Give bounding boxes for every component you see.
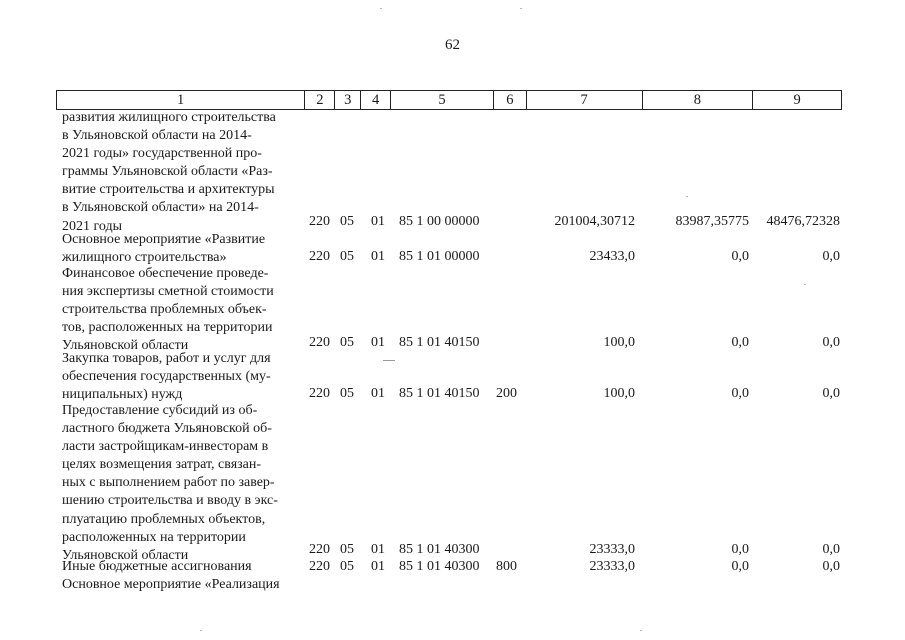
header-col-5: 5 xyxy=(391,91,494,109)
scan-speck xyxy=(640,630,642,631)
description-line: витие строительства и архитектуры xyxy=(62,182,275,198)
header-col-2: 2 xyxy=(305,91,335,109)
cell-col-3: 05 xyxy=(340,335,354,350)
description-line: Иные бюджетные ассигнования xyxy=(62,559,252,574)
cell-col-2: 220 xyxy=(309,559,330,574)
header-col-7: 7 xyxy=(527,91,643,109)
description-line: в Ульяновской области» на 2014- xyxy=(62,200,259,216)
description-line: Ульяновской области xyxy=(62,338,189,354)
description-line: ных с выполнением работ по завер- xyxy=(62,475,275,491)
cell-col-7: 201004,30712 xyxy=(554,214,635,229)
row-description xyxy=(62,558,298,576)
cell-col-8: 0,0 xyxy=(731,386,749,401)
row-description xyxy=(62,231,298,267)
cell-col-7: 100,0 xyxy=(603,386,635,401)
cell-col-3: 05 xyxy=(340,214,354,229)
cell-col-3: 05 xyxy=(340,386,354,401)
description-line: строительства проблемных объек- xyxy=(62,302,267,318)
scan-mark xyxy=(383,360,395,361)
cell-col-3: 05 xyxy=(340,559,354,574)
cell-col-5: 85 1 01 00000 xyxy=(399,249,480,264)
description-line: целях возмещения затрат, связан- xyxy=(62,457,262,473)
cell-col-9: 48476,72328 xyxy=(766,214,840,229)
cell-col-9: 0,0 xyxy=(822,542,840,557)
description-line: плуатацию проблемных объектов, xyxy=(62,511,266,527)
row-description xyxy=(62,576,298,594)
cell-col-7: 100,0 xyxy=(603,335,635,350)
row-description xyxy=(62,265,298,355)
cell-col-3: 05 xyxy=(340,249,354,264)
description-line: расположенных на территории xyxy=(62,529,246,545)
row-description xyxy=(62,350,298,404)
description-line: граммы Ульяновской области «Раз- xyxy=(62,164,273,180)
header-col-8: 8 xyxy=(643,91,754,109)
scan-speck xyxy=(686,196,688,197)
cell-col-9: 0,0 xyxy=(822,249,840,264)
cell-col-4: 01 xyxy=(371,542,385,557)
page-number: 62 xyxy=(445,37,460,53)
description-line: 2021 годы xyxy=(62,218,123,234)
row-description xyxy=(62,402,298,565)
description-line: Закупка товаров, работ и услуг для xyxy=(62,351,271,366)
description-line: ниципальных) нужд xyxy=(62,387,183,403)
description-line: ния экспертизы сметной стоимости xyxy=(62,284,274,300)
description-line: Предоставление субсидий из об- xyxy=(62,403,258,418)
description-line: Основное мероприятие «Реализация xyxy=(62,577,280,592)
cell-col-9: 0,0 xyxy=(822,335,840,350)
description-line: обеспечения государственных (му- xyxy=(62,369,271,385)
header-col-3: 3 xyxy=(335,91,361,109)
scan-speck xyxy=(520,8,522,9)
cell-col-2: 220 xyxy=(309,542,330,557)
cell-col-5: 85 1 01 40150 xyxy=(399,386,480,401)
description-line: тов, расположенных на территории xyxy=(62,320,273,336)
cell-col-8: 0,0 xyxy=(731,249,749,264)
cell-col-7: 23433,0 xyxy=(589,249,635,264)
header-col-1: 1 xyxy=(57,91,305,109)
cell-col-4: 01 xyxy=(371,559,385,574)
cell-col-9: 0,0 xyxy=(822,386,840,401)
cell-col-4: 01 xyxy=(371,335,385,350)
header-col-9: 9 xyxy=(793,92,801,108)
description-line: 2021 годы» государственной про- xyxy=(62,146,262,162)
description-line: жилищного строительства» xyxy=(62,250,227,266)
cell-col-9: 0,0 xyxy=(822,559,840,574)
row-description xyxy=(62,109,298,236)
description-line: Основное мероприятие «Развитие xyxy=(62,232,266,247)
cell-col-6: 200 xyxy=(496,386,517,401)
description-line: Ульяновской области xyxy=(62,547,189,563)
scan-speck xyxy=(380,8,382,9)
cell-col-7: 23333,0 xyxy=(589,542,635,557)
cell-col-4: 01 xyxy=(371,249,385,264)
table-header-row xyxy=(56,90,842,110)
cell-col-5: 85 1 01 40300 xyxy=(399,542,480,557)
cell-col-5: 85 1 01 40300 xyxy=(399,559,480,574)
description-line: ластного бюджета Ульяновской об- xyxy=(62,421,272,437)
description-line: шению строительства и вводу в экс- xyxy=(62,493,278,509)
scan-speck xyxy=(200,630,202,631)
cell-col-4: 01 xyxy=(371,214,385,229)
description-line: ласти застройщикам-инвесторам в xyxy=(62,439,269,455)
cell-col-2: 220 xyxy=(309,386,330,401)
cell-col-2: 220 xyxy=(309,214,330,229)
description-line: в Ульяновской области на 2014- xyxy=(62,128,252,144)
cell-col-2: 220 xyxy=(309,249,330,264)
scan-speck xyxy=(804,284,806,285)
cell-col-6: 800 xyxy=(496,559,517,574)
cell-col-3: 05 xyxy=(340,542,354,557)
cell-col-5: 85 1 00 00000 xyxy=(399,214,480,229)
cell-col-8: 0,0 xyxy=(731,335,749,350)
cell-col-7: 23333,0 xyxy=(589,559,635,574)
cell-col-8: 83987,35775 xyxy=(675,214,749,229)
cell-col-2: 220 xyxy=(309,335,330,350)
cell-col-4: 01 xyxy=(371,386,385,401)
cell-col-8: 0,0 xyxy=(731,559,749,574)
header-col-6: 6 xyxy=(494,91,527,109)
header-col-4: 4 xyxy=(361,91,391,109)
cell-col-5: 85 1 01 40150 xyxy=(399,335,480,350)
cell-col-8: 0,0 xyxy=(731,542,749,557)
description-line: развития жилищного строительства xyxy=(62,110,276,125)
description-line: Финансовое обеспечение проведе- xyxy=(62,266,269,281)
